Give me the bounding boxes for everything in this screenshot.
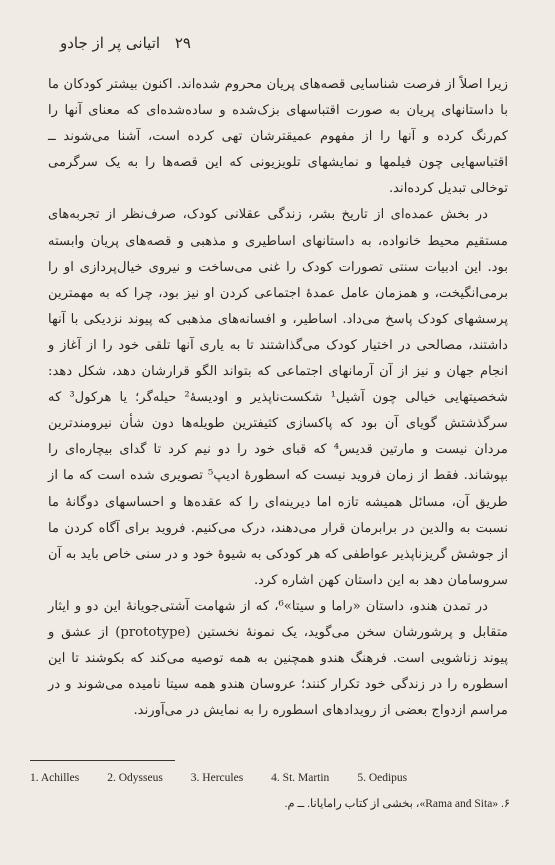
page-header	[60, 34, 490, 52]
footnote-item: 3. Hercules	[190, 772, 244, 784]
footnote-item: 1. Achilles	[30, 772, 80, 784]
footnote-item: 4. St. Martin	[271, 772, 330, 784]
footnote-item: 2. Odysseus	[107, 772, 163, 784]
footnote-item: 5. Oedipus	[357, 772, 408, 784]
body-text	[48, 72, 508, 724]
footnotes-latin	[30, 772, 510, 784]
paragraph: در تمدن هندو، داستان «راما و سیتا»⁶، که از شهامت آشتی‌جویانهٔ این دو و ایثار متقابل و پرشورشان سخن می‌گوید، یک نمونهٔ نخستین (prototype) از عشق و پیوند زناشویی است. فرهنگ هندو همچنین به همه توصیه می‌کند که بکوشند تا این اسطوره را در زندگی خود تکرار کنند؛ عروسان هندو همه سیتا نامیده می‌شوند و در مراسم ازدواج بعضی از رویدادهای اسطوره را به نمایش در می‌آورند.	[48, 598, 508, 719]
page-number: ۲۹	[174, 34, 191, 52]
paragraph: زیرا اصلاً از فرصت شناسایی قصه‌های پریان محروم شده‌اند. اکنون بیشتر کودکان ما با داستانهای پریان به صورت اقتباسهای بزک‌شده و ساده‌شده‌ای که معنای آنها را کم‌رنگ کرده و آنها را از مفهوم عمیقترشان تهی کرده است، آشنا می‌شوند ــ اقتباسهایی چون فیلمها و نمایشهای تلویزیونی که این قصه‌ها را به یک سرگرمی توخالی تبدیل کرده‌اند.	[48, 77, 508, 197]
footnote-rule	[30, 760, 175, 761]
running-title: اتیانی پر از جادو	[60, 34, 161, 52]
paragraph: در بخش عمده‌ای از تاریخ بشر، زندگی عقلانی کودک، صرف‌نظر از تجربه‌های مستقیم محیط خانواده، به داستانهای اساطیری و مذهبی و قصه‌های پریان وابسته بود. این ادبیات سنتی تصورات کودک را غنی می‌ساخت و نیروی خیال‌پردازی او را برمی‌انگیخت، و همزمان عامل عمدهٔ اجتماعی کردن او نیز بود، چرا که به مهمترین پرسشهای کودک پاسخ می‌داد. اساطیر، و افسانه‌های مذهبی که پیوند نزدیکی با آنها داشتند، مصالحی در اختیار کودک می‌گذاشتند تا به یاری آنها تلقی خود را از آغاز و انجام جهان و نیز از آن آرمانهای اجتماعی که بتواند الگو قرارشان دهد، شکل دهد: شخصیتهایی خیالی چون آشیل¹ شکست‌ناپذیر و اودیسهٔ² حیله‌گر؛ یا هرکول³ که سرگذشتش گویای آن بود که پاکسازی کثیفترین طویله‌ها دون شأن نیرومندترین مردان نیست و مارتین قدیس⁴ که قبای خود را دو نیم کرد تا گدای بیچاره‌ای را بپوشاند. فقط از زمان فروید نیست که اسطورهٔ ادیپ⁵ تصویری شده است که ما از طریق آن، مسائل همیشه تازه اما دیرینه‌ای را که عقده‌ها و احساسهای دوگانهٔ ما نسبت به والدین در برابرمان قرار می‌دهند، درک می‌کنیم. فروید برای آگاه کردن ما از جوشش گریزناپذیر عواطفی که هر کودکی به شیوهٔ خود و در سنی خاص باید به آن سروسامان دهد به این داستان کهن اشاره کرد.	[48, 207, 508, 588]
footnote-6: ۶. «Rama and Sita»، بخشی از کتاب رامایانا. ــ م.	[284, 798, 510, 810]
